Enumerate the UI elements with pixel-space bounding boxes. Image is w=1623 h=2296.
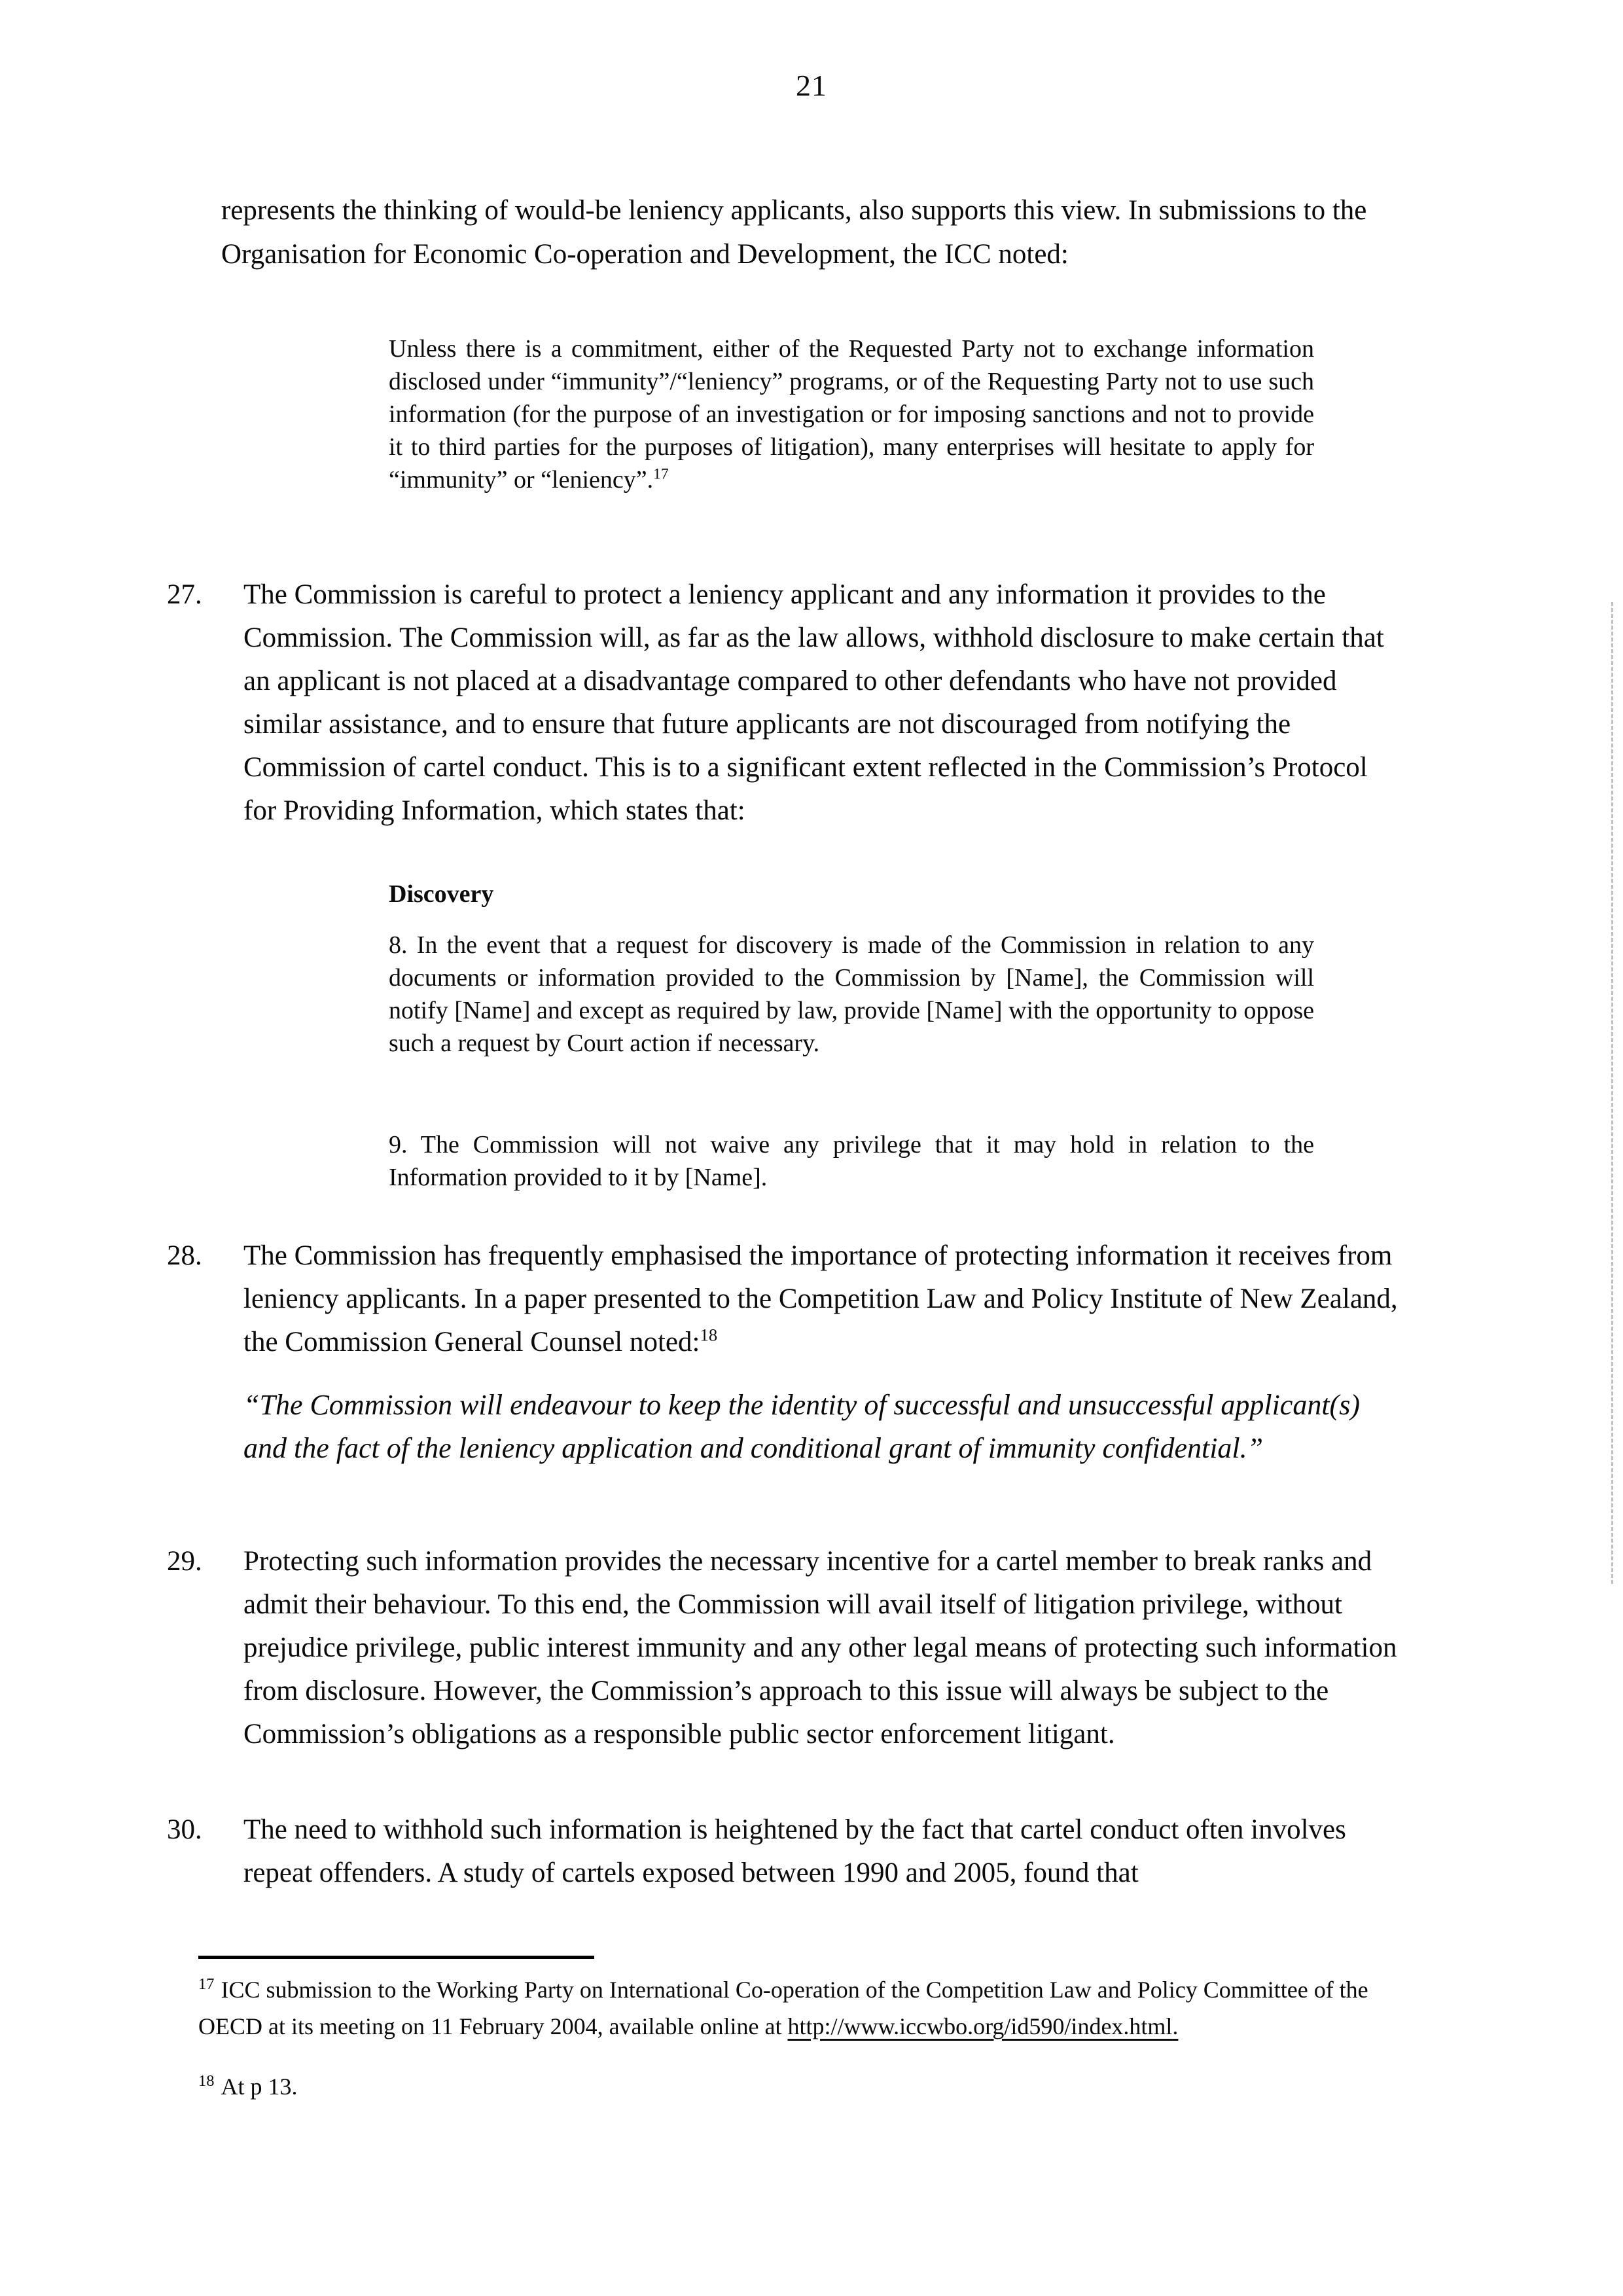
footnote-17 (198, 1971, 1370, 2045)
paragraph-29-number: 29. (167, 1546, 202, 1577)
footnote-17-link-period: . (1172, 2013, 1179, 2039)
protocol-clause-8: 8. In the event that a request for discovery is made of the Commission in relation to any documents or information provided to the Commission by [Name], the Commission will notify [Name] and except as required by law, provide [Name] with the opportunity to oppose such a request by Court action if necessary. (389, 931, 1314, 1057)
scan-artifact-line (1611, 602, 1613, 1584)
footnote-18-text: At p 13. (221, 2073, 298, 2100)
footnote-17-text: ICC submission to the Working Party on International Co-operation of the Competition Law and Policy Committee of the OECD at its meeting on 11 February 2004, available online at (198, 1977, 1368, 2039)
footnote-ref-17: 17 (653, 465, 669, 483)
paragraph-27-text: The Commission is careful to protect a leniency applicant and any information it provides to the Commission. The Commission will, as far as the law allows, withhold disclosure to make certain that an applicant is not placed at a disadvantage compared to other defendants who have not provided similar assistance, and to ensure that future applicants are not discouraged from notifying the Commission of cartel conduct. This is to a significant extent reflected in the Commission’s Protocol for Providing Information, which states that: (243, 579, 1384, 826)
footnote-18 (198, 2068, 1370, 2105)
protocol-discovery-heading: Discovery (389, 880, 494, 908)
general-counsel-quote: “The Commission will endeavour to keep the identity of successful and unsuccessful applicant(s) and the fact of the leniency application and conditional grant of immunity confidential.” (243, 1389, 1360, 1464)
footnote-18-marker: 18 (198, 2072, 215, 2090)
paragraph-29-text: Protecting such information provides the necessary incentive for a cartel member to break ranks and admit their behaviour. To this end, the Commission will avail itself of litigation privilege, without prejudice privilege, public interest immunity and any other legal means of protecting such information from disclosure. However, the Commission’s approach to this issue will always be subject to the Commission’s obligations as a responsible public sector enforcement litigant. (243, 1546, 1397, 1749)
paragraph-28-number: 28. (167, 1240, 202, 1271)
page-number: 21 (796, 69, 827, 102)
paragraph-28 (167, 1234, 1412, 1364)
paragraph-27 (167, 573, 1412, 833)
paragraph-29 (167, 1540, 1412, 1756)
paragraph-27-number: 27. (167, 579, 202, 610)
paragraph-30-text: The need to withhold such information is heightened by the fact that cartel conduct often involves repeat offenders. A study of cartels exposed between 1990 and 2005, found that (243, 1814, 1346, 1888)
footnote-17-marker: 17 (198, 1975, 215, 1993)
footnote-separator (198, 1956, 594, 1959)
icc-block-quote-text: Unless there is a commitment, either of the Requested Party not to exchange information disclosed under “immunity”/“leniency” programs, or of the Requesting Party not to use such information (for the purpose of an investigation or for imposing sanctions and not to provide it to third parties for the purposes of litigation), many enterprises will hesitate to apply for “immunity” or “leniency”. (389, 335, 1314, 493)
intro-paragraph: represents the thinking of would-be leniency applicants, also supports this view. In submissions to the Organisation for Economic Co-operation and Development, the ICC noted: (221, 195, 1367, 270)
icc-block-quote (389, 332, 1314, 496)
paragraph-30 (167, 1808, 1412, 1895)
footnote-17-link[interactable]: http://www.iccwbo.org/id590/index.html (787, 2013, 1173, 2039)
protocol-clause-9: 9. The Commission will not waive any privilege that it may hold in relation to the Information provided to it by [Name]. (389, 1131, 1314, 1191)
paragraph-28-text (243, 1234, 1407, 1364)
paragraph-28-text-body: The Commission has frequently emphasised the importance of protecting information it receives from leniency applicants. In a paper presented to the Competition Law and Policy Institute of New Zealand, the Commission General Counsel noted: (243, 1240, 1398, 1357)
paragraph-30-number: 30. (167, 1814, 202, 1845)
footnote-ref-18: 18 (700, 1325, 718, 1345)
